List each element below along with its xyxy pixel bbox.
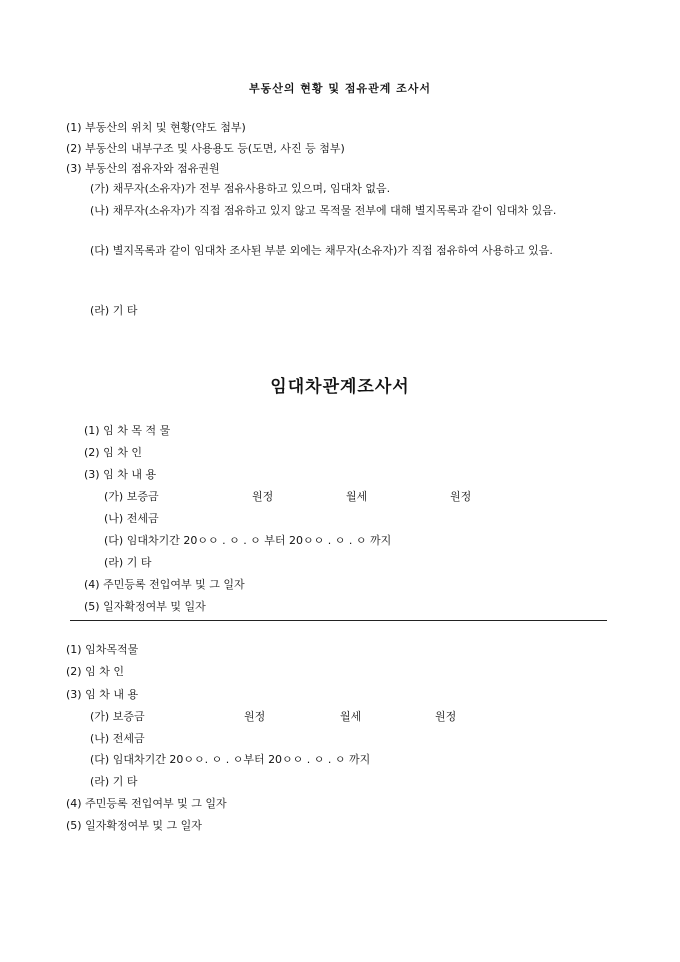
section2-title: 임대차관계조사서 — [270, 377, 410, 397]
fa-sub-da: (다) 임대차기간 20ㅇㅇ . ㅇ . ㅇ 부터 20ㅇㅇ . ㅇ . ㅇ 까지 — [104, 534, 392, 547]
section1-title: 부동산의 현황 및 점유관계 조사서 — [248, 82, 432, 95]
fb-sub-na: (나) 전세금 — [90, 732, 145, 745]
fa-sub-ra: (라) 기 타 — [104, 556, 152, 569]
fa-won-1: 원정 — [252, 490, 274, 503]
fb-item-4: (4) 주민등록 전입여부 및 그 일자 — [66, 797, 227, 810]
fb-sub-ra: (라) 기 타 — [90, 775, 138, 788]
fa-item-1: (1) 임 차 목 적 물 — [84, 424, 171, 437]
fa-sub-na: (나) 전세금 — [104, 512, 159, 525]
fb-won-1: 원정 — [244, 710, 266, 723]
s1-item-2: (2) 부동산의 내부구조 및 사용용도 등(도면, 사진 등 첨부) — [66, 142, 345, 155]
s1-sub-da: (다) 별지목록과 같이 임대차 조사된 부분 외에는 채무자(소유자)가 직접 점유하여 사용하고 있음. — [90, 244, 553, 257]
fb-sub-ga: (가) 보증금 — [90, 710, 145, 723]
fa-item-5: (5) 일자확정여부 및 일자 — [84, 600, 206, 613]
s1-item-1: (1) 부동산의 위치 및 현황(약도 첨부) — [66, 121, 246, 134]
s1-sub-ga: (가) 채무자(소유자)가 전부 점유사용하고 있으며, 임대차 없음. — [90, 182, 391, 195]
fb-monthly: 월세 — [340, 710, 362, 723]
fb-item-1: (1) 임차목적물 — [66, 643, 139, 656]
fa-sub-ga: (가) 보증금 — [104, 490, 159, 503]
fa-item-3: (3) 임 차 내 용 — [84, 468, 157, 481]
fb-item-2: (2) 임 차 인 — [66, 665, 124, 678]
fa-won-2: 원정 — [450, 490, 472, 503]
s1-sub-na: (나) 채무자(소유자)가 직접 점유하고 있지 않고 목적물 전부에 대해 별지목록과 같이 임대차 있음. — [90, 204, 557, 217]
fa-item-4: (4) 주민등록 전입여부 및 그 일자 — [84, 578, 245, 591]
s1-sub-ra: (라) 기 타 — [90, 304, 138, 317]
fa-item-2: (2) 임 차 인 — [84, 446, 142, 459]
s1-item-3: (3) 부동산의 점유자와 점유권원 — [66, 162, 220, 175]
fb-sub-da: (다) 임대차기간 20ㅇㅇ. ㅇ . ㅇ부터 20ㅇㅇ . ㅇ . ㅇ 까지 — [90, 753, 371, 766]
fb-won-2: 원정 — [435, 710, 457, 723]
fa-monthly: 월세 — [346, 490, 368, 503]
fb-item-5: (5) 일자확정여부 및 그 일자 — [66, 819, 202, 832]
fb-item-3: (3) 임 차 내 용 — [66, 688, 139, 701]
divider-line — [70, 620, 607, 621]
